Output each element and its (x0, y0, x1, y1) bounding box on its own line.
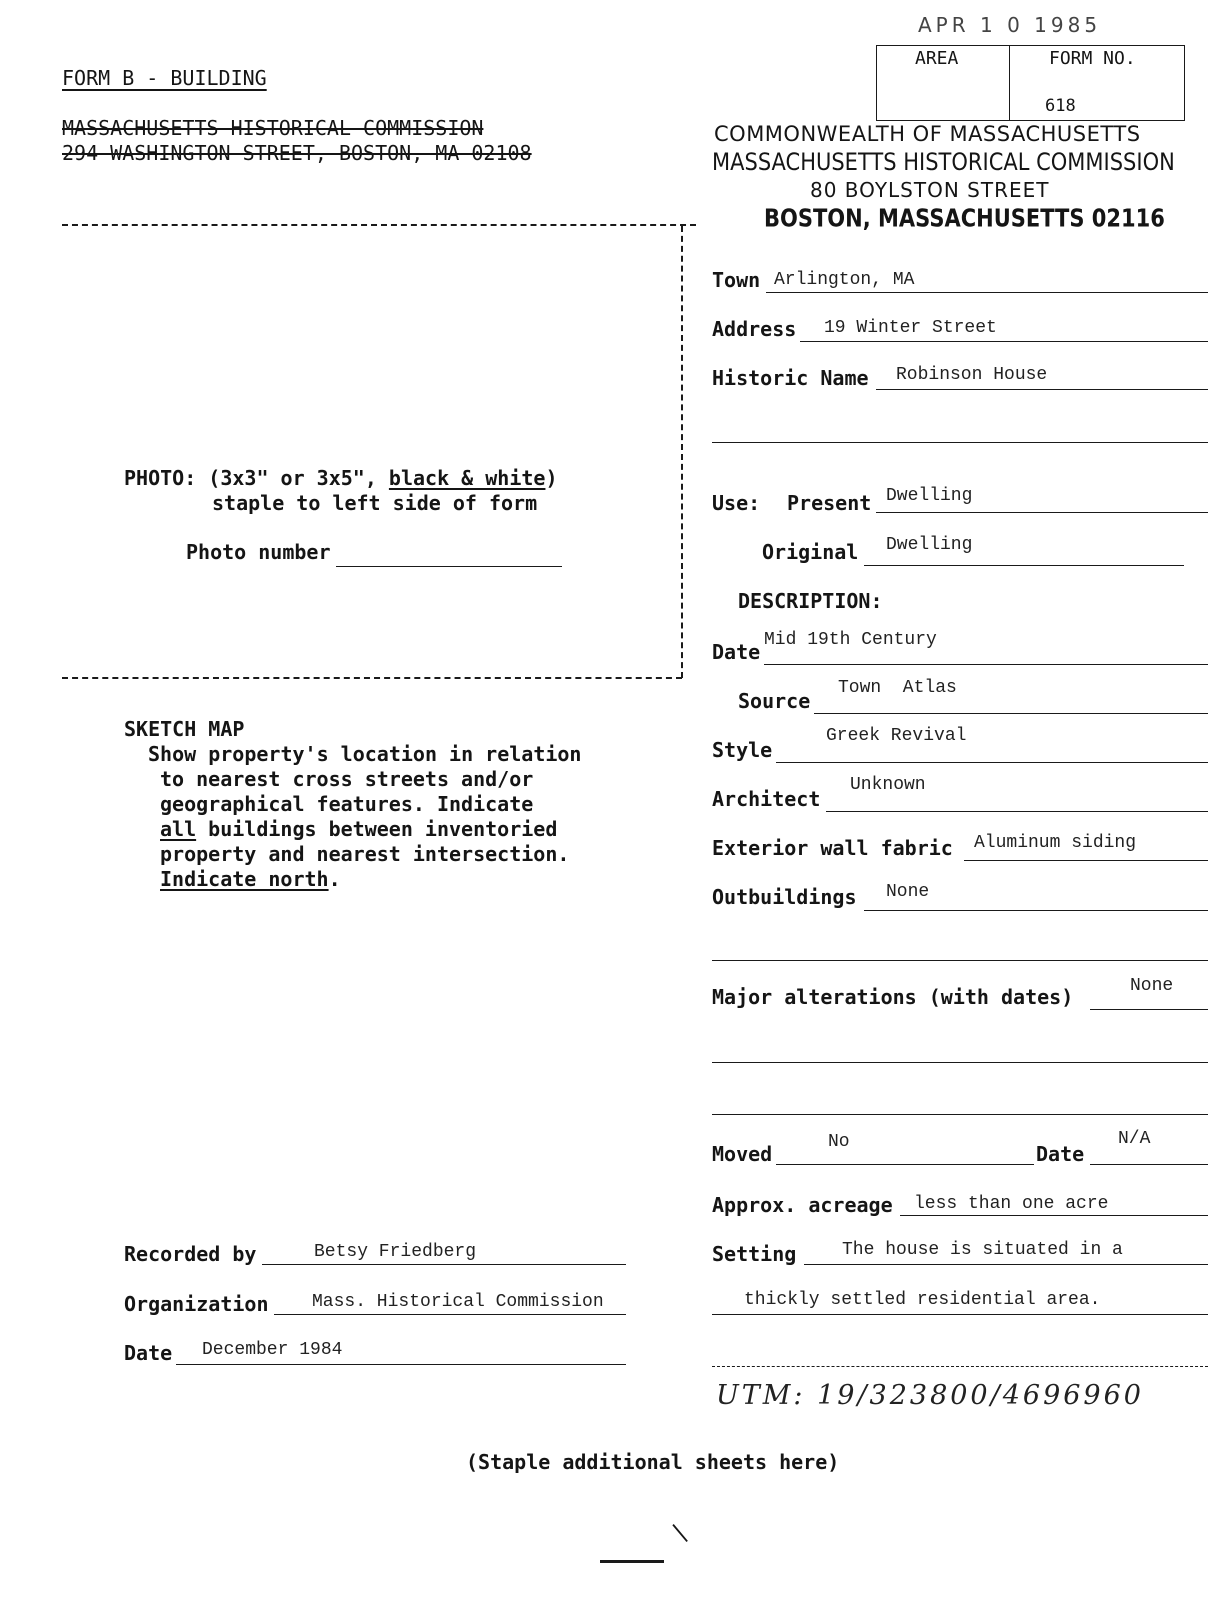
town-underline (766, 292, 1208, 293)
moved-underline (776, 1164, 1034, 1165)
setting-value-line-1[interactable]: The house is situated in a (842, 1240, 1123, 1260)
use-present-value[interactable]: Dwelling (886, 486, 973, 506)
use-original-underline (864, 565, 1184, 566)
use-present-label: Present (787, 491, 872, 515)
photo-area-bottom-border (62, 677, 682, 679)
moved-date-label: Date (1036, 1142, 1085, 1166)
historic-name-underline-2 (712, 442, 1208, 443)
sketch-line-4: all buildings between inventoried (160, 817, 558, 841)
wall-fabric-underline (964, 860, 1208, 861)
architect-underline (826, 811, 1208, 812)
staple-footer: (Staple additional sheets here) (466, 1450, 840, 1474)
recorded-by-value[interactable]: Betsy Friedberg (314, 1242, 477, 1262)
use-original-label: Original (762, 540, 859, 564)
date-value[interactable]: Mid 19th Century (764, 630, 937, 650)
form-no-label: FORM NO. (1049, 48, 1136, 69)
setting-value-line-2[interactable]: thickly settled residential area. (744, 1290, 1101, 1310)
historic-name-underline (876, 389, 1208, 390)
use-label: Use: (712, 491, 761, 515)
photo-number-label: Photo number (186, 540, 331, 564)
description-heading: DESCRIPTION: (738, 589, 883, 613)
old-agency-address: 294 WASHINGTON STREET, BOSTON, MA 02108 (62, 141, 532, 165)
agency-line-2: MASSACHUSETTS HISTORICAL COMMISSION (712, 148, 1175, 176)
photo-instructions: PHOTO: (3x3" or 3x5", black & white) (124, 466, 558, 490)
footer-mark (600, 1560, 664, 1563)
architect-value[interactable]: Unknown (850, 775, 926, 795)
style-underline (776, 762, 1208, 763)
acreage-label: Approx. acreage (712, 1193, 893, 1217)
outbuildings-value[interactable]: None (886, 882, 930, 902)
sketch-map-title: SKETCH MAP (124, 717, 245, 741)
historic-name-value[interactable]: Robinson House (896, 365, 1048, 385)
setting-underline-2 (712, 1314, 1208, 1315)
recorder-date-underline (176, 1364, 626, 1365)
agency-line-4: BOSTON, MASSACHUSETTS 02116 (764, 204, 1165, 233)
alterations-label: Major alterations (with dates) (712, 985, 1074, 1009)
use-original-value[interactable]: Dwelling (886, 535, 973, 555)
style-value[interactable]: Greek Revival (826, 726, 967, 746)
moved-label: Moved (712, 1142, 773, 1166)
photo-staple-instruction: staple to left side of form (212, 491, 538, 515)
sketch-line-2: to nearest cross streets and/or (160, 767, 534, 791)
alterations-underline (1090, 1009, 1208, 1010)
form-title: FORM B - BUILDING (62, 66, 267, 90)
recorder-date-value[interactable]: December 1984 (202, 1340, 343, 1360)
date-label: Date (712, 640, 761, 664)
photo-area-top-border (62, 224, 696, 226)
utm-handwritten: UTM: 19/323800/4696960 (716, 1380, 1144, 1411)
sketch-line-3: geographical features. Indicate (160, 792, 534, 816)
moved-date-underline (1090, 1164, 1208, 1165)
alterations-underline-3 (712, 1114, 1208, 1115)
architect-label: Architect (712, 787, 821, 811)
organization-label: Organization (124, 1292, 269, 1316)
wall-fabric-label: Exterior wall fabric (712, 836, 953, 860)
moved-date-value[interactable]: N/A (1118, 1129, 1151, 1149)
recorder-date-label: Date (124, 1341, 173, 1365)
organization-underline (274, 1314, 626, 1315)
historic-name-label: Historic Name (712, 366, 869, 390)
old-agency-name: MASSACHUSETTS HISTORICAL COMMISSION (62, 116, 484, 140)
setting-underline-3 (712, 1366, 1208, 1367)
town-value[interactable]: Arlington, MA (774, 270, 915, 290)
alterations-value[interactable]: None (1130, 976, 1174, 996)
agency-line-1: COMMONWEALTH OF MASSACHUSETTS (714, 122, 1141, 146)
town-label: Town (712, 268, 761, 292)
area-form-number-box (876, 45, 1185, 121)
photo-number-field[interactable] (336, 566, 562, 567)
outbuildings-underline-2 (712, 960, 1208, 961)
setting-label: Setting (712, 1242, 797, 1266)
style-label: Style (712, 738, 773, 762)
area-label: AREA (915, 48, 959, 69)
agency-line-3: 80 BOYLSTON STREET (810, 178, 1050, 202)
organization-value[interactable]: Mass. Historical Commission (312, 1292, 604, 1312)
address-underline (800, 341, 1208, 342)
date-underline (764, 664, 1208, 665)
photo-area-right-border (681, 226, 683, 678)
recorded-by-underline (262, 1264, 626, 1265)
wall-fabric-value[interactable]: Aluminum siding (974, 833, 1137, 853)
alterations-underline-2 (712, 1062, 1208, 1063)
sketch-line-5: property and nearest intersection. (160, 842, 570, 866)
use-present-underline (876, 512, 1208, 513)
sketch-line-6: Indicate north. (160, 867, 341, 891)
source-underline (814, 713, 1208, 714)
setting-underline (804, 1264, 1208, 1265)
address-label: Address (712, 317, 797, 341)
source-value[interactable]: Town Atlas (838, 678, 957, 698)
source-label: Source (738, 689, 811, 713)
acreage-underline (900, 1215, 1208, 1216)
outbuildings-label: Outbuildings (712, 885, 857, 909)
address-value[interactable]: 19 Winter Street (824, 318, 997, 338)
sketch-line-1: Show property's location in relation (148, 742, 582, 766)
recorded-by-label: Recorded by (124, 1242, 257, 1266)
outbuildings-underline (864, 910, 1208, 911)
footer-tick-mark: | (668, 1520, 691, 1545)
received-stamp: APR 1 0 1985 (918, 13, 1102, 37)
moved-value[interactable]: No (828, 1132, 850, 1152)
form-no-value[interactable]: 618 (1045, 96, 1076, 116)
acreage-value[interactable]: less than one acre (914, 1194, 1109, 1214)
